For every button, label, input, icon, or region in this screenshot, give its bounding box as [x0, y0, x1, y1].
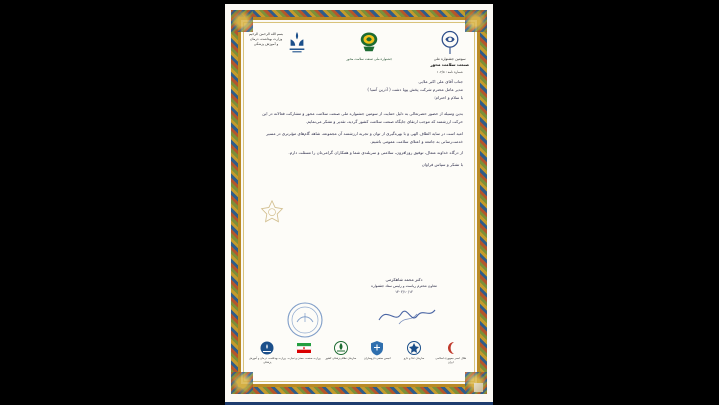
festival-line1: سومین جشنواره ملی	[433, 57, 466, 61]
sponsor-item-1	[432, 340, 469, 365]
letter-body	[257, 78, 463, 169]
corner-ornament-bottom-left	[231, 372, 253, 394]
sponsor-caption-3: انجمن صنفی داروسازان	[363, 356, 391, 360]
signature-role: معاون محترم ریاست و رئیس ستاد جشنواره	[371, 284, 437, 289]
sponsor-caption-2: سازمان غذا و دارو	[403, 356, 425, 360]
shield-emblem-icon	[369, 340, 385, 356]
ministry-emblem-icon	[286, 30, 308, 56]
paragraph-2	[257, 130, 463, 146]
ministry-logo-block	[249, 30, 308, 56]
sponsor-caption-4: سازمان نظام پزشکی کشور	[325, 356, 357, 360]
festival-monogram-icon	[439, 30, 461, 56]
signature-scribble-icon	[373, 294, 453, 328]
ministry-caption-line-1: بسم الله الرحمن الرحیم	[249, 32, 284, 36]
paragraph-1-text: بدین وسیله از حضور حضرتعالی به دلیل حمایت از سومین جشنواره ملی صنعت سلامت محور و مشارکت فعالانه در این حرکت ارزشمند که موجب ارتقای جایگاه صنعت سلامت کشور گردید، تقدیر و تشکر می‌نمایم.	[262, 111, 463, 125]
festival-number-label: شماره نامه : ۱۰۲/۵	[436, 70, 463, 74]
certificate-page	[225, 4, 493, 402]
sponsor-item-6	[249, 340, 286, 365]
salutation-line-1: جناب آقای علی اکبر ملایی	[418, 79, 463, 84]
sponsor-item-2	[396, 340, 433, 361]
sponsor-item-5	[286, 340, 323, 361]
center-logo-caption: جشنواره ملی صنعت سلامت محور	[346, 57, 393, 61]
ministry-caption-line-3: و آموزش پزشکی	[253, 42, 279, 47]
sponsor-item-3	[359, 340, 396, 361]
ministry-caption-line-2: وزارت بهداشت، درمان	[249, 37, 283, 42]
crescent-emblem-icon	[443, 340, 459, 356]
paragraph-2-text: امید است در سایه الطاف الهی و با بهره‌گیری از توان و تجربه ارزشمند آن مجموعه، شاهد گام‌های مؤثرتری در مسیر خدمت‌رسانی به جامعه و اعتلای سلامت عمومی باشیم.	[266, 130, 463, 144]
paragraph-3-text: از درگاه خداوند متعال، توفیق روزافزون، سلامتی و سربلندی شما و همکاران گرامی‌تان را مسئلت دارم.	[288, 150, 463, 156]
signature-name: دکتر محمد شاهکرمی	[385, 277, 423, 282]
festival-monogram-svg	[439, 30, 461, 56]
page-corner-fold	[474, 383, 483, 392]
closing-text: با تشکر و سپاس فراوان	[421, 162, 463, 168]
flower-emblem-icon	[333, 340, 349, 356]
sponsor-caption-6: وزارت بهداشت، درمان و آموزش پزشکی	[248, 356, 286, 364]
signature-block	[349, 276, 459, 295]
center-festival-logo	[346, 30, 392, 61]
official-round-stamp-icon	[285, 300, 325, 340]
salutation-line-3: با سلام و احترام؛	[434, 94, 463, 100]
sponsor-caption-5: وزارت صنعت، معدن و تجارت	[287, 356, 321, 360]
iran-flag-emblem-icon	[296, 340, 312, 356]
ministry-logo-caption	[249, 30, 283, 47]
paragraph-1	[257, 110, 463, 126]
document-header	[249, 30, 469, 74]
sponsor-caption-1: هلال احمر جمهوری اسلامی ایران	[435, 356, 466, 364]
corner-ornament-top-left	[231, 10, 253, 32]
salutation-block	[257, 78, 463, 101]
salutation-line-2: مدیر عامل محترم شرکت پخش پویا دشت ( آذرین آسیا )	[367, 86, 463, 92]
paragraph-3	[257, 149, 463, 157]
festival-line2: صنعت سلامت محور	[430, 62, 469, 67]
festival-emblem-icon	[358, 30, 380, 56]
letterbox-right	[493, 0, 719, 405]
sponsor-footer	[249, 340, 469, 374]
signature-date: ۱۴۰۲/۱۰/۱۲	[395, 290, 413, 295]
star-emblem-icon	[406, 340, 422, 356]
medallion-watermark-icon	[259, 200, 285, 226]
ministry-seal-icon	[259, 340, 275, 356]
corner-ornament-top-right	[465, 10, 487, 32]
letterbox-left	[0, 0, 225, 405]
sponsor-item-4	[322, 340, 359, 361]
festival-mark	[430, 30, 469, 74]
